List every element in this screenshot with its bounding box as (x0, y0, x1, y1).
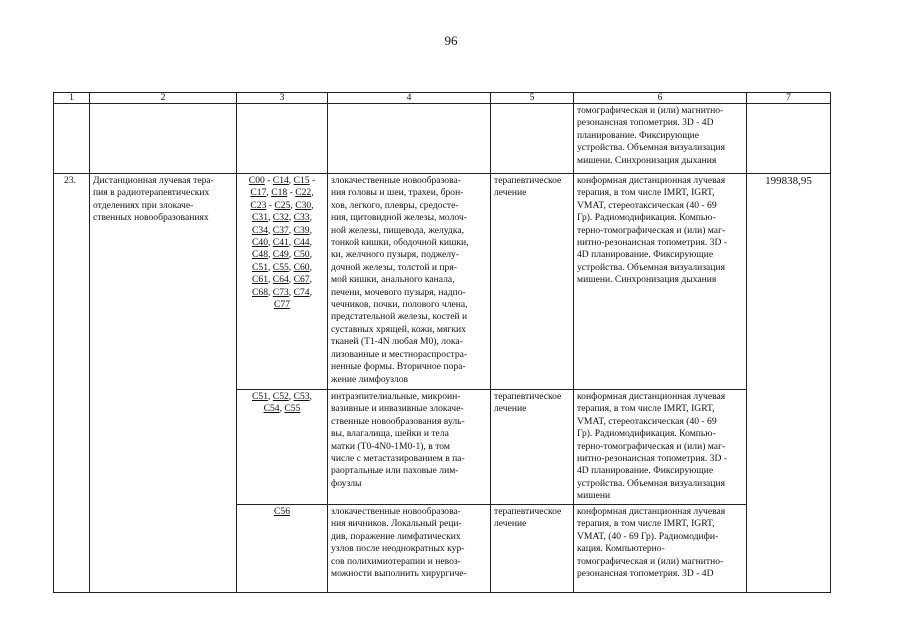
row-number: 23. (54, 174, 90, 593)
code-separator: , (309, 237, 312, 249)
header-cell: 7 (747, 93, 831, 104)
icd-code-link[interactable]: C22 (295, 187, 312, 199)
icd-code-link[interactable]: C54 (263, 403, 280, 415)
page-number: 96 (444, 33, 458, 48)
code-separator: , (309, 391, 312, 402)
header-cell: 1 (54, 93, 90, 104)
code-separator: , (266, 187, 272, 199)
icd-code-link[interactable]: C61 (252, 274, 268, 286)
empty-cell (54, 104, 90, 174)
icd-code-link[interactable]: C74 (293, 286, 310, 298)
icd-code-link[interactable]: C55 (284, 403, 301, 415)
icd-code-link[interactable]: C14 (272, 175, 289, 186)
code-separator: , (288, 175, 294, 186)
method-cell: конформная дистанционная лучевая терапия, в том числе IMRT, IGRT, VMAT, стереотаксическая (40 - 69 Гр). Радиомодификация. Компью- терно-томографическая и (или) маг- нитно-резонансная топометрия. 3D - 4D планирование. Фиксирующие устройства. Объемная визуализация мишени. Синхронизация дыхания (574, 174, 747, 390)
code-separator: , (288, 286, 294, 298)
services-table (53, 92, 831, 593)
code-separator: , (309, 249, 312, 261)
header-cell: 6 (574, 93, 747, 104)
icd-code-link[interactable]: C31 (252, 212, 268, 224)
diagnosis-cell: интраэпителиальные, микроин- вазивные и инвазивные злокаче- ственные новообразования вуль- вы, влагалища, шейки и тела матки (T0-4N0-1M0-1), в том числе с метастазированием в па- раортальные или паховые лим- фоузлы (328, 390, 491, 505)
icd-code-link[interactable]: C34 (252, 224, 268, 236)
icd-codes (237, 174, 328, 390)
icd-code-link[interactable]: C55 (272, 261, 289, 273)
code-separator: , (288, 261, 294, 273)
icd-codes (237, 390, 328, 505)
icd-code-link[interactable]: C41 (272, 237, 289, 249)
header-cell: 3 (237, 93, 328, 104)
empty-cell (491, 104, 574, 174)
code-separator: , (288, 249, 294, 261)
method-cell: конформная дистанционная лучевая терапия, в том числе IMRT, IGRT, VMAT, (40 - 69 Гр). Радиомодифи- кация. Компьютерно- томографическая и (или) магнитно- резонансная топометрия. 3D - 4D (574, 505, 747, 593)
table-row (54, 174, 831, 390)
icd-code-link[interactable]: C51 (252, 391, 268, 402)
service-name: Дистанционная лучевая тера- пия в радиотерапевтических отделениях при злокаче- ственных новообразованиях (90, 174, 237, 593)
header-cell: 4 (328, 93, 491, 104)
diagnosis-cell: злокачественные новообразова- ния яичников. Локальный реци- див, поражение лимфатических узлов после неоднократных кур- сов полихимиотерапии и невоз- можности выполнить хирургиче- (328, 505, 491, 593)
header-row (54, 93, 831, 104)
code-separator: , (309, 224, 312, 236)
icd-code-link[interactable]: C44 (293, 237, 310, 249)
empty-cell (237, 104, 328, 174)
code-separator: - (266, 199, 275, 211)
code-separator: , (268, 274, 273, 286)
icd-code-link[interactable]: C17 (250, 187, 267, 199)
empty-cell (328, 104, 491, 174)
icd-code-link[interactable]: C50 (293, 249, 310, 261)
diagnosis-cell: злокачественные новообразова- ния головы и шеи, трахеи, брон- хов, легкого, плевры, средосте- ния, щитовидной железы, молоч- ной железы, пищевода, желудка, тонкой кишки, ободочной кишки, ки, желчного пузыря, поджелу- дочной железы, толстой и пря- мой кишки, анального канала, печени, мочевого пузыря, надпо- чечников, почки, полового члена, предстательной железы, костей и суставных хрящей, кожи, мягких тканей (T1-4N любая M0), лока- лизованные и местнораспростра- ненные формы. Вторичное пора- жение лимфоузлов (328, 174, 491, 390)
code-separator: , (288, 237, 294, 249)
code-separator: - (264, 175, 273, 186)
icd-code-link[interactable]: C49 (272, 249, 289, 261)
code-separator: , (288, 224, 294, 236)
code-separator: , (268, 212, 273, 224)
code-separator: - (311, 175, 316, 186)
price-cell: 199838,95 (747, 174, 831, 593)
icd-code-link[interactable]: C53 (293, 391, 310, 402)
code-separator: , (311, 199, 314, 211)
icd-code-link[interactable]: C60 (293, 261, 310, 273)
icd-code-link[interactable]: C64 (272, 274, 289, 286)
method-cell: томографическая и (или) магнитно- резонансная топометрия. 3D - 4D планирование. Фиксирующие устройства. Объемная визуализация мишени. Синхронизация дыхания (574, 104, 747, 174)
header-cell: 2 (90, 93, 237, 104)
code-separator: , (279, 403, 285, 415)
icd-code-link[interactable]: C68 (252, 286, 268, 298)
icd-code-link[interactable]: C40 (252, 237, 268, 249)
empty-cell (747, 104, 831, 174)
continuation-row (54, 104, 831, 174)
code-separator: , (290, 199, 296, 211)
code-separator: , (288, 212, 294, 224)
icd-codes (237, 505, 328, 593)
icd-code-link[interactable]: C23 (250, 199, 267, 211)
code-separator: - (287, 187, 296, 199)
treatment-cell: терапевтическое лечение (491, 390, 574, 505)
code-separator: , (309, 212, 312, 224)
code-separator: , (288, 274, 294, 286)
treatment-cell: терапевтическое лечение (491, 174, 574, 390)
icd-code-link[interactable]: C18 (271, 187, 288, 199)
code-separator: , (268, 224, 273, 236)
code-separator: , (309, 286, 312, 298)
icd-code-link[interactable]: C67 (293, 274, 310, 286)
icd-code-link[interactable]: C30 (295, 199, 312, 211)
header-cell: 5 (491, 93, 574, 104)
icd-code-link[interactable]: C77 (274, 299, 290, 311)
icd-code-link[interactable]: C32 (272, 212, 289, 224)
code-separator: , (311, 187, 314, 199)
icd-code-link[interactable]: C51 (252, 261, 268, 273)
code-separator: , (268, 249, 273, 261)
code-separator: , (309, 261, 312, 273)
icd-code-link[interactable]: C25 (274, 199, 291, 211)
icd-code-link[interactable]: C33 (293, 212, 310, 224)
icd-code-link[interactable]: C56 (274, 506, 290, 517)
code-separator: , (288, 391, 294, 402)
icd-code-link[interactable]: C37 (272, 224, 289, 236)
method-cell: конформная дистанционная лучевая терапия, в том числе IMRT, IGRT, VMAT, стереотаксическая (40 - 69 Гр). Радиомодификация. Компью- терно-томографическая и (или) маг- нитно-резонансная топометрия. 3D - 4D планирование. Фиксирующие устройства. Объемная визуализация мишени (574, 390, 747, 505)
code-separator: , (309, 274, 312, 286)
code-separator: , (268, 391, 273, 402)
icd-code-link[interactable]: C00 (248, 175, 265, 186)
icd-code-link[interactable]: C73 (272, 286, 289, 298)
icd-code-link[interactable]: C15 (293, 175, 310, 186)
code-separator: , (268, 237, 273, 249)
code-separator: , (268, 261, 273, 273)
code-separator: , (268, 286, 273, 298)
icd-code-link[interactable]: C52 (272, 391, 289, 402)
empty-cell (90, 104, 237, 174)
treatment-cell: терапевтическое лечение (491, 505, 574, 593)
icd-code-link[interactable]: C48 (252, 249, 268, 261)
icd-code-link[interactable]: C39 (293, 224, 310, 236)
